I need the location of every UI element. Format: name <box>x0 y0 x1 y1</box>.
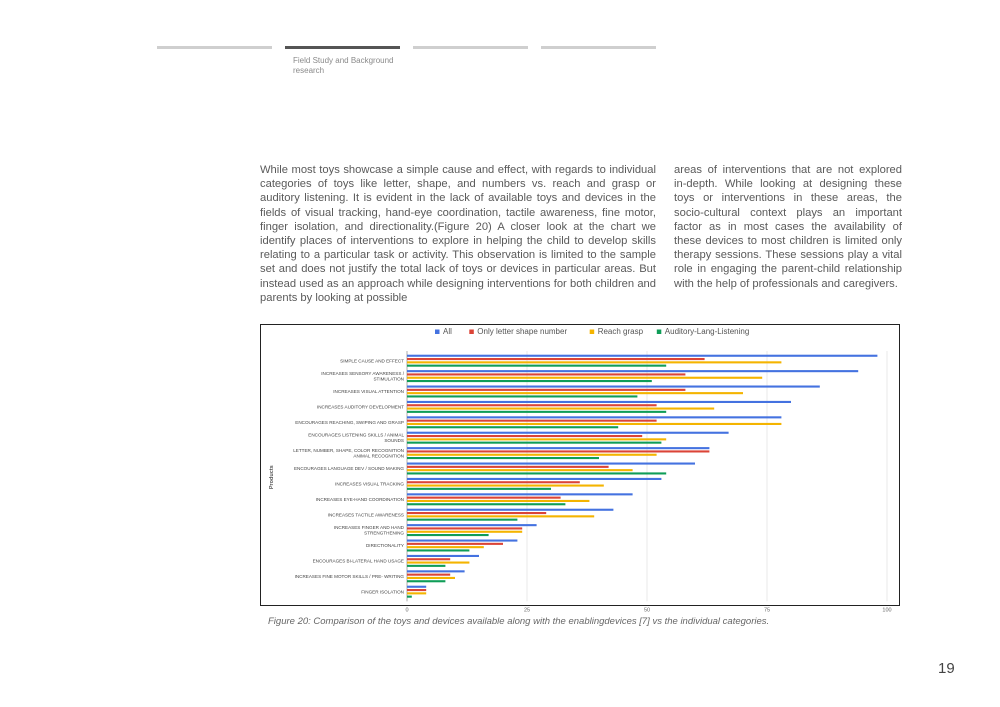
bar <box>407 524 537 526</box>
legend-swatch <box>590 330 595 335</box>
category-label: LETTER, NUMBER, SHAPE, COLOR RECOGNITION ANIMAL RECOGNITION <box>293 448 404 459</box>
bar <box>407 540 517 542</box>
x-tick-label: 100 <box>882 607 892 614</box>
bar <box>407 386 820 388</box>
category-label: DIRECTIONALITY <box>365 543 404 549</box>
bar <box>407 457 599 459</box>
bar <box>407 432 729 434</box>
category-label: INCREASES SENSORY AWARENESS / STIMULATION <box>321 371 404 382</box>
bar <box>407 355 877 357</box>
category-label: INCREASES FINE MOTOR SKILLS / PRE- WRITING <box>294 573 404 579</box>
bar <box>407 389 685 391</box>
legend-swatch <box>469 330 474 335</box>
legend-label: Reach grasp <box>597 327 644 336</box>
bar <box>407 435 642 437</box>
bar <box>407 586 426 588</box>
bar <box>407 411 666 413</box>
bar <box>407 519 517 521</box>
progress-segment-3 <box>413 46 528 49</box>
x-tick-label: 75 <box>763 607 771 614</box>
bar <box>407 408 714 410</box>
category-label: INCREASES VISUAL TRACKING <box>335 481 404 487</box>
page-number: 19 <box>938 660 955 677</box>
bar <box>407 574 450 576</box>
figure-caption: Figure 20: Comparison of the toys and devices available along with the enablingdevices [7] vs the individual categories. <box>268 616 770 627</box>
bar <box>407 562 469 564</box>
bar <box>407 543 503 545</box>
bar <box>407 549 469 551</box>
figure-chart <box>260 324 900 614</box>
bar <box>407 493 633 495</box>
x-tick-label: 25 <box>523 607 531 614</box>
bar <box>407 472 666 474</box>
bar <box>407 534 489 536</box>
bar <box>407 481 580 483</box>
bar-chart <box>261 325 898 614</box>
bar <box>407 447 709 449</box>
bar <box>407 404 657 406</box>
bar <box>407 527 522 529</box>
bar <box>407 392 743 394</box>
body-paragraph-left: While most toys showcase a simple cause and effect, with regards to individual categories of toys like letter, shape, and numbers vs. reach and grasp or auditory listening. It is evident in the lack of available toys and devices in the fields of visual tracking, hand-eye coordination, tactile awareness, fine motor, finger isolation, and directionality.(Figure 20) A closer look at the chart we identify places of interventions to explore in helping the child to develop skills relating to a particular task or activity. This observation is limited to the sample set and does not justify the total lack of toys or devices in particular areas. But instead used as an approach while designing interventions for both children and parents by looking at possible <box>260 164 656 304</box>
bar <box>407 426 618 428</box>
bar <box>407 555 479 557</box>
bar <box>407 438 666 440</box>
legend-swatch <box>657 330 662 335</box>
bar <box>407 577 455 579</box>
bar <box>407 450 709 452</box>
bar <box>407 503 565 505</box>
bar <box>407 596 412 598</box>
bar <box>407 442 661 444</box>
progress-segment-4 <box>541 46 656 49</box>
bar <box>407 565 445 567</box>
legend-label: Only letter shape number <box>477 327 568 336</box>
category-label: INCREASES TACTILE AWARENESS <box>327 512 404 518</box>
bar <box>407 589 426 591</box>
category-label: FINGER ISOLATION <box>361 589 404 595</box>
bar <box>407 377 762 379</box>
body-paragraph-right: areas of interventions that are not explored in-depth. While looking at designing these toys or interventions in these areas, the socio-cultural context plays an important factor as in most cases the availability of these devices to most children is limited only therapy sessions. These sessions play a vital role in engaging the parent-child relationship with the help of professionals and caregivers. <box>674 164 902 290</box>
bar <box>407 592 426 594</box>
bar <box>407 373 685 375</box>
bar <box>407 365 666 367</box>
bar <box>407 370 858 372</box>
progress-segment-1 <box>157 46 272 49</box>
category-label: INCREASES AUDITORY DEVELOPMENT <box>316 404 404 410</box>
x-tick-label: 50 <box>643 607 651 614</box>
bar <box>407 478 661 480</box>
bar <box>407 509 613 511</box>
y-axis-title: Products <box>269 465 275 490</box>
bar <box>407 466 609 468</box>
bar <box>407 580 445 582</box>
legend-label: Auditory-Lang-Listening <box>664 327 750 336</box>
bar <box>407 497 561 499</box>
progress-segment-2-active <box>285 46 400 49</box>
bar <box>407 485 604 487</box>
category-label: ENCOURAGES LISTENING SKILLS / ANIMAL SOUNDS <box>308 432 404 443</box>
legend-label: All <box>443 327 452 336</box>
bar <box>407 454 657 456</box>
bar <box>407 546 484 548</box>
bar <box>407 361 781 363</box>
bar <box>407 500 589 502</box>
x-tick-label: 0 <box>405 607 409 614</box>
bar <box>407 570 465 572</box>
legend-swatch <box>435 330 440 335</box>
category-label: INCREASES EYE-HAND COORDINATION <box>315 496 404 502</box>
category-label: ENCOURAGES REACHING, SWIPING AND GRASP <box>295 419 404 425</box>
category-label: INCREASES VISUAL ATTENTION <box>333 389 404 395</box>
bar <box>407 420 657 422</box>
category-label: ENCOURAGES BI-LATERAL HAND USAGE <box>312 558 404 564</box>
bar <box>407 469 633 471</box>
bar <box>407 380 652 382</box>
category-label: SIMPLE CAUSE AND EFFECT <box>340 358 404 364</box>
section-label: Field Study and Background research <box>293 56 394 75</box>
bar <box>407 358 705 360</box>
bar <box>407 416 781 418</box>
bar <box>407 401 791 403</box>
category-label: INCREASES FINGER AND HAND STRENGTHENING <box>333 525 404 536</box>
bar <box>407 558 450 560</box>
bar <box>407 512 546 514</box>
bar <box>407 488 551 490</box>
category-label: ENCOURAGES LANGUAGE DEV / SOUND MAKING <box>293 466 404 472</box>
bar <box>407 423 781 425</box>
bar <box>407 515 594 517</box>
bar <box>407 531 522 533</box>
bar <box>407 395 637 397</box>
bar <box>407 463 695 465</box>
